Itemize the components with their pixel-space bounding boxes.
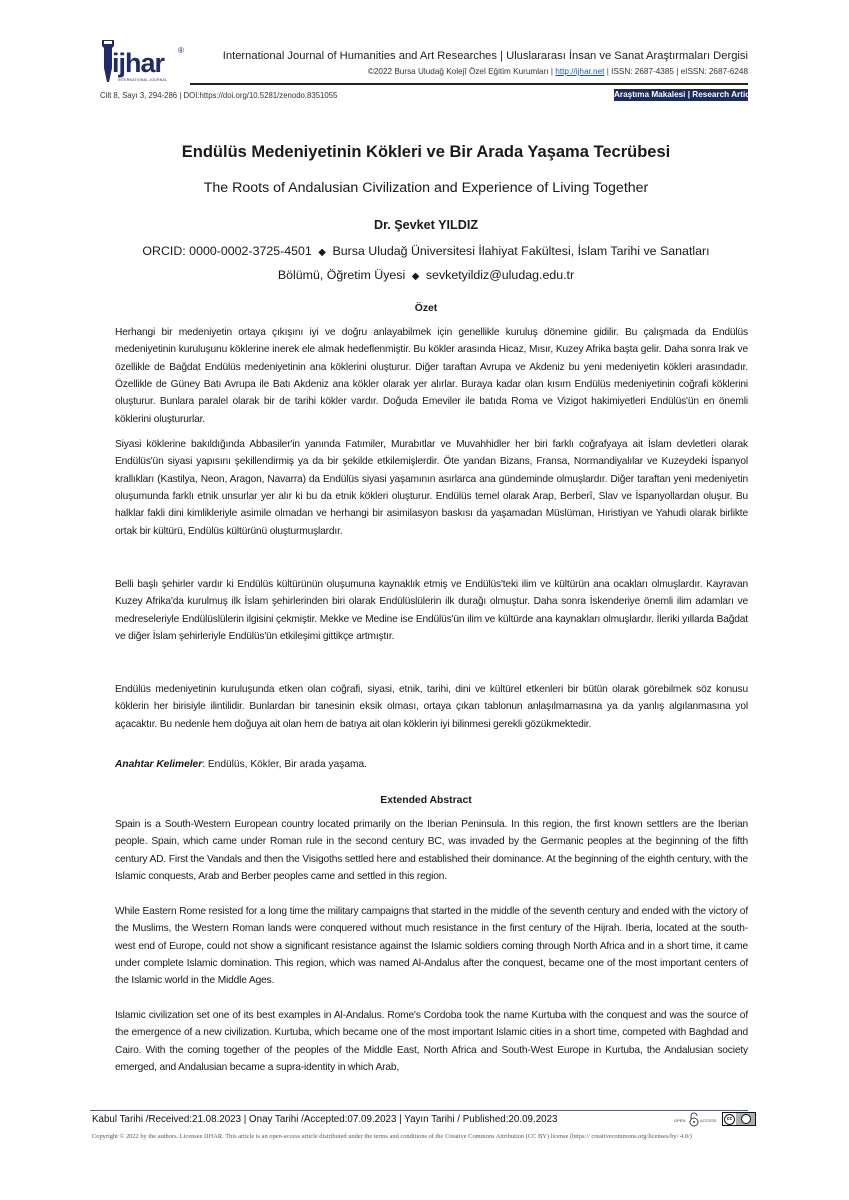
institution: Bursa Uludağ Üniversitesi İlahiyat Fakültesi, İslam Tarihi ve Sanatları	[332, 244, 710, 258]
journal-logo	[98, 38, 186, 90]
issn: | ISSN: 2687-4385 | eISSN: 2687-6248	[606, 67, 748, 76]
orcid[interactable]: ORCID: 0000-0002-3725-4501	[142, 244, 312, 258]
keywords-label: Anahtar Kelimeler	[115, 759, 203, 770]
cc-by-license-icon[interactable]	[722, 1112, 756, 1126]
journal-website-link[interactable]: http://ijhar.net	[555, 67, 605, 76]
abstract-paragraph: Spain is a South-Western European country located primarily on the Iberian Peninsula. In this region, the first known settlers are the Iberian people. Spain, which came under Roman rule in the second century BC, was invaded by the Germanic peoples at the beginning of the fifth century AD. First the Vandals and then the Visigoths settled here and established their dominance. At the beginning of the eighth century, with the Islamic conquests, Arab and Berber peoples came and settled in this region.	[115, 819, 748, 883]
publication-dates: Kabul Tarihi /Received:21.08.2023 | Onay Tarihi /Accepted:07.09.2023 | Yayın Tarihi / Published:20.09.2023	[92, 1114, 558, 1125]
logo-subtext: INTERNATIONAL JOURNAL	[118, 78, 168, 82]
footer-divider	[90, 1110, 748, 1111]
article-title-english: The Roots of Andalusian Civilization and Experience of Living Together	[203, 180, 649, 196]
abstract-paragraph: While Eastern Rome resisted for a long time the military campaigns that started in the middle of the seventh century and ended with the victory of the Muslims, the Western Roman lands were conquered without much resistance in the first century of the Hijrah. Iberia, located at the south-west end of Europe, could not show a significant resistance against the Islamic soldiers coming through North Africa and in a short time, it came under complete Islamic domination. This region, which was named Al-Andalus after the conquest, became one of the most important centers of the Islamic world in the Middle Ages.	[115, 906, 748, 987]
article-title-turkish: Endülüs Medeniyetinin Kökleri ve Bir Arada Yaşama Tecrübesi	[181, 143, 671, 161]
open-access-lock-icon	[674, 1112, 718, 1128]
extended-abstract-heading: Extended Abstract	[380, 795, 472, 806]
author-name: Dr. Şevket YILDIZ	[373, 218, 479, 232]
svg-text:OPEN: OPEN	[674, 1118, 686, 1123]
article-type-badge: Araştıma Makalesi | Research Article	[614, 90, 757, 99]
publisher: ©2022 Bursa Uludağ Kolejî Özel Eğitim Kurumları |	[367, 67, 553, 76]
ozet-paragraph: Siyasi köklerine bakıldığında Abbasiler'in yanında Fatımiler, Murabıtlar ve Muvahhidler her biri farklı coğrafyaya ait İslam devletleri olarak Endülüs'ün siyasi yapısını şekillendirmiş ya da bir şekilde etkilemişlerdir. Öte yandan Bizans, Fransa, Normandiyalılar ve Kuzeydeki İspanyol krallıkları (Kastilya, Neon, Aragon, Navarra) da Endülüs siyasi yaşamının asırlarca ana gündeminde olmuşlardır. Diğer taraftan yeni medeniyetin oluşumunda farklı etnik unsurlar yer alır ki bu da etnik kökleri oluşturur. Endülüs temel olarak Arap, Berberî, Slav ve İspanyollardan oluşur. Bu halklar fakli dini kimlikleriyle asimile olmadan ve herhangi bir asimilasyon baskısı da yaşamadan Müslüman, Hıristiyan ve Yahudi olarak birlikte ortak bir kültürü, Endülüs kültürünü oluşturmuşlardır.	[115, 439, 748, 537]
diamond-separator-icon: ◆	[318, 247, 326, 258]
cc-icon: cc	[724, 1114, 735, 1125]
author-affiliation	[90, 240, 762, 288]
diamond-separator-icon: ◆	[411, 271, 420, 282]
ozet-paragraph: Endülüs medeniyetinin kuruluşunda etken olan coğrafi, siyasi, etnik, tarihi, dini ve kültürel etkenleri bir bütün olarak görebilmek söz konusu köklerin her birisiyle ilintilidir. Bunlardan bir tanesinin eksik olması, ortaya çıkan tablonun anlaşılmamasına ya da yanlış algılanmasına yol açacaktır. Bu nedenle hem doğuya ait olan hem de batıya ait olan köklerin iyi bilinmesi gerekli gözükmektedir.	[115, 684, 748, 730]
keywords-list: : Endülüs, Kökler, Bir arada yaşama.	[202, 759, 367, 770]
abstract-paragraph: Islamic civilization set one of its best examples in Al-Andalus. Rome's Cordoba took the name Kurtuba with the conquest and was the source of the emergence of a new civilization. Kurtuba, which became one of the most important Islamic cities in a short time, competed with Baghdad and Cairo. With the coming together of the peoples of the Middle East, North Africa and South-West Europe in Kurtuba, the Andalusian society emerged, and Andalusian became a supra-identity in which Arab,	[115, 1010, 748, 1074]
logo-wordmark: ijhar	[112, 48, 165, 78]
keywords	[115, 759, 367, 770]
by-attribution-icon	[741, 1114, 751, 1124]
copyright-license-text: Copyright © 2022 by the authors. Licensee IJHAR. This article is an open-access article distributed under the terms and conditions of the Creative Commons Attribution (CC BY) license (https:// creativecommons.org/licenses/by/ 4.0/)	[92, 1133, 692, 1140]
department: Bölümü, Öğretim Üyesi	[277, 268, 406, 282]
svg-text:ACCESS: ACCESS	[700, 1118, 717, 1123]
journal-publisher-line	[200, 67, 748, 76]
ozet-heading: Özet	[414, 303, 438, 314]
author-email[interactable]: sevketyildiz@uludag.edu.tr	[425, 268, 575, 282]
header-divider	[190, 83, 748, 85]
journal-title: International Journal of Humanities and Art Researches | Uluslararası İnsan ve Sanat Araştırmaları Dergisi	[222, 50, 748, 62]
registered-mark: ®	[178, 46, 184, 55]
ozet-paragraph: Herhangi bir medeniyetin ortaya çıkışını iyi ve doğru anlayabilmek için genellikle kuruluş dönemine gidilir. Bu çalışmada da Endülüs medeniyetinin kuruluşunu köklerine inerek ele almak hedeflenmiştir. Bu kökler arasında Hicaz, Mısır, Kuzey Afrika başta gelir. Daha sonra Irak ve özellikle de Bağdat Endülüs medeniyetinin ana köklerini oluşturur. Diğer taraftan Avrupa ve Akdeniz bu yeni medeniyetin kökleri arasındadır. Özellikle de Güney Batı Avrupa ile Batı Akdeniz ana kökler olarak yer alırlar. Buraya kadar olan kısım Endülüs medeniyetinin coğrafi köklerini oluşturur. Bunlara paralel olarak bir de tarihi kökler vardır. Doğuda Emeviler ile batıda Roma ve Vizigot hakimiyetleri Endülüs'ün en önemli köklerini oluştururlar.	[115, 327, 748, 425]
citation-doi[interactable]: Cilt 8, Sayı 3, 294-286 | DOI:https://doi.org/10.5281/zenodo.8351055	[100, 91, 338, 100]
ozet-paragraph: Belli başlı şehirler vardır ki Endülüs kültürünün oluşumuna kaynaklık etmiş ve Endülüs'teki ilim ve kültürün ana ocakları olmuşlardır. Kayravan Kuzey Afrika'da kurulmuş ilk İslam şehirlerinden biri olarak Endülüslülerin ilk durağı olmuştur. Daha sonra İskenderiye önemli ilim adamları ve medreseleriyle Endülüslülerin ilgisini çekmiştir. Mekke ve Medine ise Endülüs'ün ilim ve kültürde ana kaynakları olmuşlardır. İleriki yıllarda Bağdat ve diğer İslam şehirleriyle Endülüs'ün etkileşimi gittikçe artmıştır.	[115, 579, 748, 643]
